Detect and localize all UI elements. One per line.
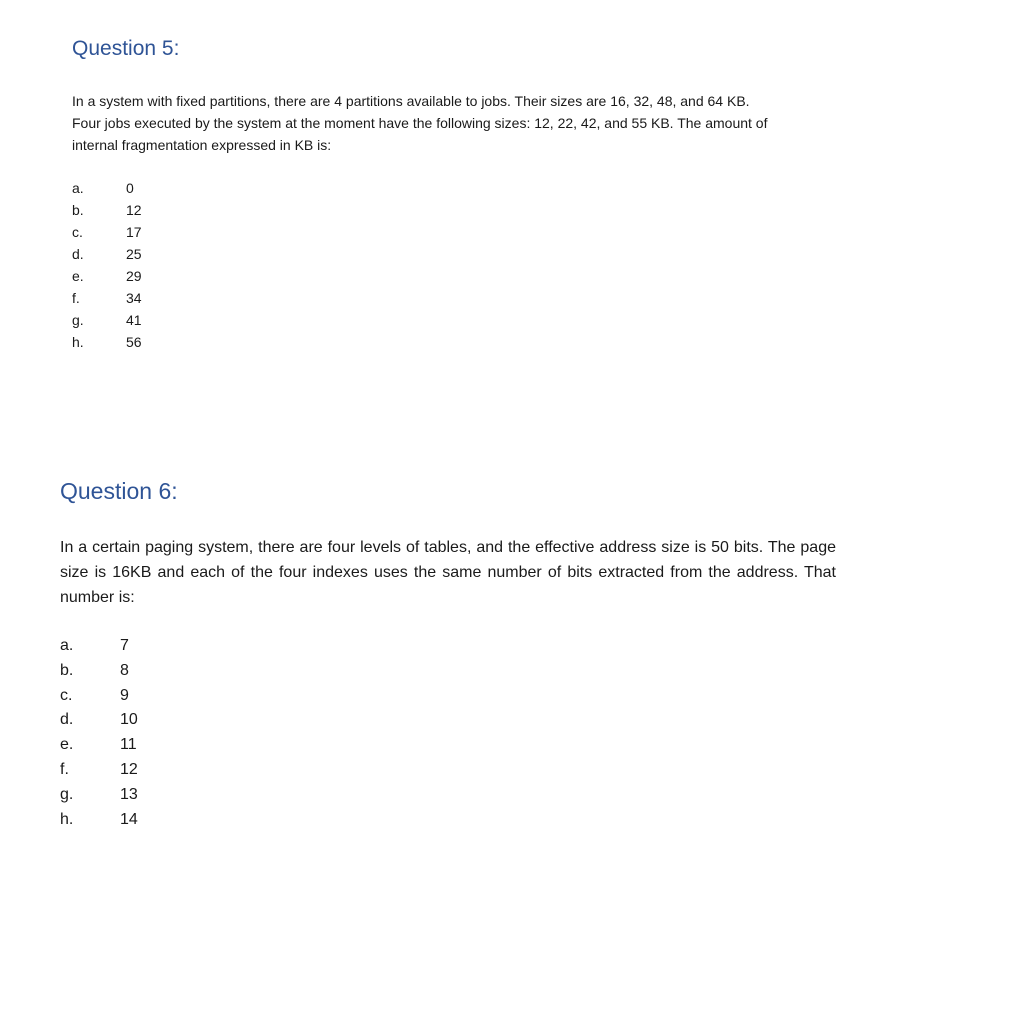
option-letter: b. (72, 202, 84, 218)
option-letter: c. (60, 686, 73, 704)
option-letter: f. (60, 760, 69, 778)
option-value: 56 (126, 334, 142, 350)
option-letter: a. (60, 637, 74, 654)
option-value: 10 (120, 711, 138, 729)
option-letter: g. (60, 785, 74, 803)
option-value: 41 (126, 312, 142, 328)
question-6-options (60, 633, 138, 831)
option-value: 9 (120, 686, 129, 704)
option-item (72, 243, 142, 265)
option-item (60, 782, 138, 807)
option-item (72, 221, 142, 243)
option-value: 7 (120, 637, 129, 654)
option-value: 14 (120, 810, 138, 828)
option-letter: e. (72, 268, 84, 284)
option-letter: e. (60, 736, 74, 754)
option-letter: d. (60, 711, 74, 729)
option-value: 11 (120, 736, 137, 754)
option-item (60, 807, 138, 832)
option-value: 0 (126, 180, 134, 196)
question-5-options (72, 177, 142, 353)
option-letter: f. (72, 290, 80, 306)
option-value: 17 (126, 224, 142, 240)
option-item (72, 177, 142, 199)
option-item (72, 287, 142, 309)
option-item (72, 265, 142, 287)
option-letter: b. (60, 661, 74, 679)
option-value: 25 (126, 246, 142, 262)
option-item (60, 633, 138, 658)
option-letter: h. (72, 334, 84, 350)
option-item (60, 683, 138, 708)
option-value: 8 (120, 661, 129, 679)
option-item (72, 199, 142, 221)
question-5-text: In a system with fixed partitions, there are 4 partitions available to jobs. Their sizes are 16, 32, 48, and 64 KB. Four jobs executed by the system at the moment have the following sizes: 12, 22, 42, and 55 KB. The amount of internal fragmentation expressed in KB is: (72, 93, 768, 153)
option-item (60, 732, 138, 757)
option-item (60, 757, 138, 782)
option-letter: d. (72, 246, 84, 262)
option-letter: a. (72, 180, 84, 196)
option-value: 12 (120, 760, 138, 778)
option-letter: g. (72, 312, 84, 328)
option-item (60, 707, 138, 732)
option-item (72, 309, 142, 331)
question-6-text: In a certain paging system, there are four levels of tables, and the effective address size is 50 bits. The page size is 16KB and each of the four indexes uses the same number of bits extracted from the address. That number is: (60, 539, 836, 606)
option-letter: c. (72, 224, 83, 240)
option-value: 34 (126, 290, 142, 306)
question-6-heading: Question 6: (60, 478, 178, 504)
option-value: 12 (126, 202, 142, 218)
question-5-heading: Question 5: (72, 37, 180, 60)
option-value: 13 (120, 785, 138, 803)
option-item (60, 658, 138, 683)
option-item (72, 331, 142, 353)
option-value: 29 (126, 268, 142, 284)
option-letter: h. (60, 810, 74, 828)
